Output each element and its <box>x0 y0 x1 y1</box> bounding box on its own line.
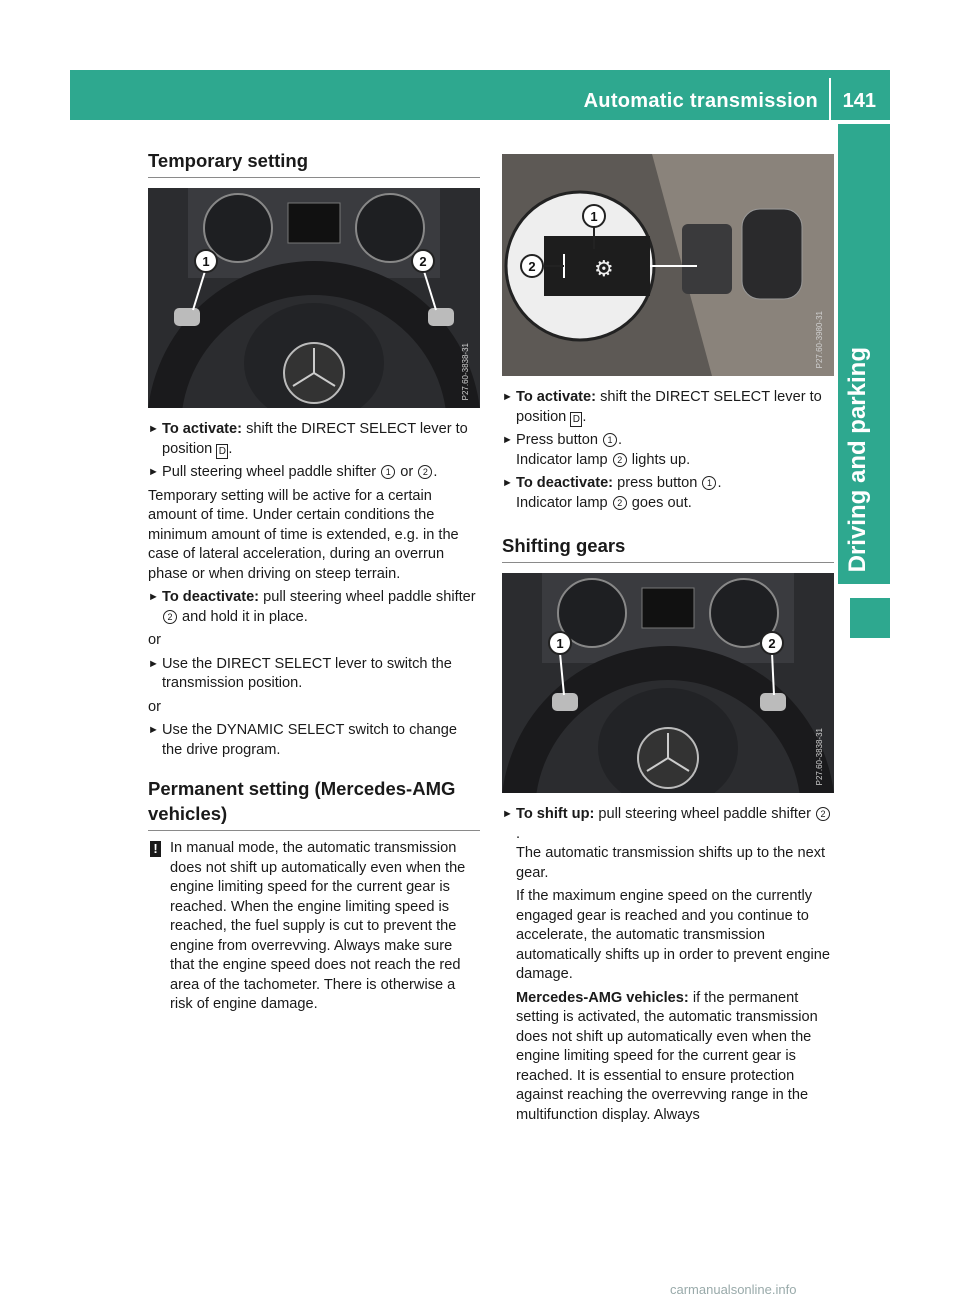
amg-label: Mercedes-AMG vehicles: <box>516 989 689 1006</box>
marker-1-icon: 1 <box>702 476 716 490</box>
step-arrow-icon: ► <box>502 391 513 403</box>
warning-icon: ! <box>150 841 161 857</box>
marker-2-icon: 2 <box>163 610 177 624</box>
chapter-tab <box>838 124 890 584</box>
steering-wheel-image <box>148 188 480 408</box>
step-text-end: and hold it in place. <box>178 608 308 625</box>
step-text: goes out. <box>627 494 692 511</box>
marker-2-icon: 2 <box>418 465 432 479</box>
step-direct-select <box>148 655 480 694</box>
step-arrow-icon: ► <box>502 808 513 820</box>
footer-watermark: carmanualsonline.info <box>670 1282 797 1297</box>
steering-wheel-image-2 <box>502 573 834 793</box>
callout-2-marker: 2 <box>768 636 776 651</box>
step-arrow-icon: ► <box>148 423 159 435</box>
page-header-bar <box>70 70 890 120</box>
heading-temporary-setting: Temporary setting <box>148 148 480 178</box>
marker-2-icon: 2 <box>613 496 627 510</box>
chapter-tab-label: Driving and parking <box>844 346 871 572</box>
step-label: To activate: <box>516 389 597 405</box>
step-text: The automatic transmission shifts up to the next gear. <box>516 845 826 881</box>
step-text: Use the DIRECT SELECT lever to switch the transmission position. <box>162 655 452 691</box>
heading-shifting-gears: Shifting gears <box>502 533 834 563</box>
image-code: P27.60-3838-31 <box>814 727 824 785</box>
position-d-icon: D <box>216 444 228 459</box>
step-deactivate <box>148 588 480 627</box>
paragraph-temporary-duration: Temporary setting will be active for a certain amount of time. Under certain conditions the minimum amount of time is extended, e.g. in the case of lateral acceleration, during an overrun phase or when driving on steep terrain. <box>148 487 459 582</box>
step-press-button: ► Press button 1 . Indicator lamp 2 lights up. <box>502 432 691 468</box>
svg-text:⚙: ⚙ <box>594 256 614 281</box>
callout-1-marker: 1 <box>202 254 210 269</box>
step-arrow-icon: ► <box>502 434 513 446</box>
step-text: Indicator lamp <box>516 494 612 511</box>
step-text: press button <box>613 475 702 491</box>
step-shift-up: ► To shift up: pull steering wheel paddle shifter 2. The automatic transmission shifts up to the next gear. If the maximum engine speed on the currently engaged gear is reached and you continue to accelerate, the automatic transmission automatically shifts up in order to prevent engine damage. Mercedes-AMG vehicles: if the permanent setting is activated, the automatic transmission does not shift up automatically even when the engine limiting speed for the current gear is reached. It is essential to ensure protection against reaching the overrevving range in the multifunction display. Always <box>502 805 834 1125</box>
section-title: Automatic transmission <box>583 90 818 112</box>
step-text: shift the DIRECT SELECT lever to position <box>516 389 822 425</box>
step-arrow-icon: ► <box>148 591 159 603</box>
page-number: 141 <box>842 90 876 112</box>
step-label: To deactivate: <box>516 475 614 491</box>
warning-text: In manual mode, the automatic transmission does not shift up automatically even when the engine limiting speed for the current gear is reached. When the engine limiting speed is reached, the fuel supply is cut to prevent the engine from overrevving. Always make sure that the engine speed does not reach the red area of the tachometer. There is otherwise a risk of engine damage. <box>170 840 466 1012</box>
step-activate: ► To activate: shift the DIRECT SELECT lever to position D . <box>148 421 468 457</box>
step-arrow-icon: ► <box>148 466 159 478</box>
image-code: P27.60-3838-31 <box>460 342 470 400</box>
step-text: Press button <box>516 432 602 448</box>
warning-note <box>148 839 480 1015</box>
marker-1-icon: 1 <box>381 465 395 479</box>
or-text: or <box>148 698 161 715</box>
step-text: shift the DIRECT SELECT lever to position <box>162 421 468 457</box>
step-deactivate-button: ► To deactivate: press button 1 . Indicator lamp 2 goes out. <box>502 475 722 511</box>
step-label: To activate: <box>162 421 243 437</box>
callout-2-marker: 2 <box>419 254 427 269</box>
heading-permanent-setting: Permanent setting (Mercedes-AMG vehicles) <box>148 776 480 831</box>
step-text: Pull steering wheel paddle shifter <box>162 464 381 480</box>
right-column <box>502 148 834 1129</box>
step-text: pull steering wheel paddle shifter <box>259 589 476 605</box>
step-text: pull steering wheel paddle shifter <box>594 806 816 822</box>
chapter-marker <box>850 598 890 638</box>
paragraph-amg <box>516 989 834 1126</box>
step-text: Indicator lamp <box>516 451 612 468</box>
marker-2-icon: 2 <box>613 453 627 467</box>
or-text: or <box>400 464 414 480</box>
step-arrow-icon: ► <box>148 724 159 736</box>
center-console-image <box>502 154 834 376</box>
callout-1-marker: 1 <box>590 209 598 224</box>
image-code: P27.60-3980-31 <box>814 310 824 368</box>
step-dynamic-select <box>148 721 480 760</box>
or-text: or <box>148 632 161 648</box>
step-text: Use the DYNAMIC SELECT switch to change the drive program. <box>162 722 457 758</box>
step-text: lights up. <box>627 451 691 468</box>
amg-text: if the permanent setting is activated, the automatic transmission does not shift up automatically even when the engine limiting speed for the current gear is reached. It is essential to ensure protection against reaching the overrevving range in the multifunction display. Always <box>516 989 818 1123</box>
marker-2-icon: 2 <box>816 807 830 821</box>
step-pull-paddle: ► Pull steering wheel paddle shifter 1 or 2 . <box>148 463 480 483</box>
left-column <box>148 148 480 1015</box>
step-arrow-icon: ► <box>502 477 513 489</box>
step-activate-button: ► To activate: shift the DIRECT SELECT lever to position D . <box>502 389 822 425</box>
paragraph-max-speed: If the maximum engine speed on the currently engaged gear is reached and you continue to accelerate, the automatic transmission automatically shifts up in order to prevent engine damage. <box>516 888 830 982</box>
step-arrow-icon: ► <box>148 657 159 670</box>
step-label: To shift up: <box>516 806 595 822</box>
marker-1-icon: 1 <box>603 433 617 447</box>
position-d-icon: D <box>570 412 582 427</box>
header-divider <box>829 78 831 120</box>
step-label: To deactivate: <box>162 589 260 605</box>
callout-1-marker: 1 <box>556 636 564 651</box>
callout-2-marker: 2 <box>528 259 536 274</box>
